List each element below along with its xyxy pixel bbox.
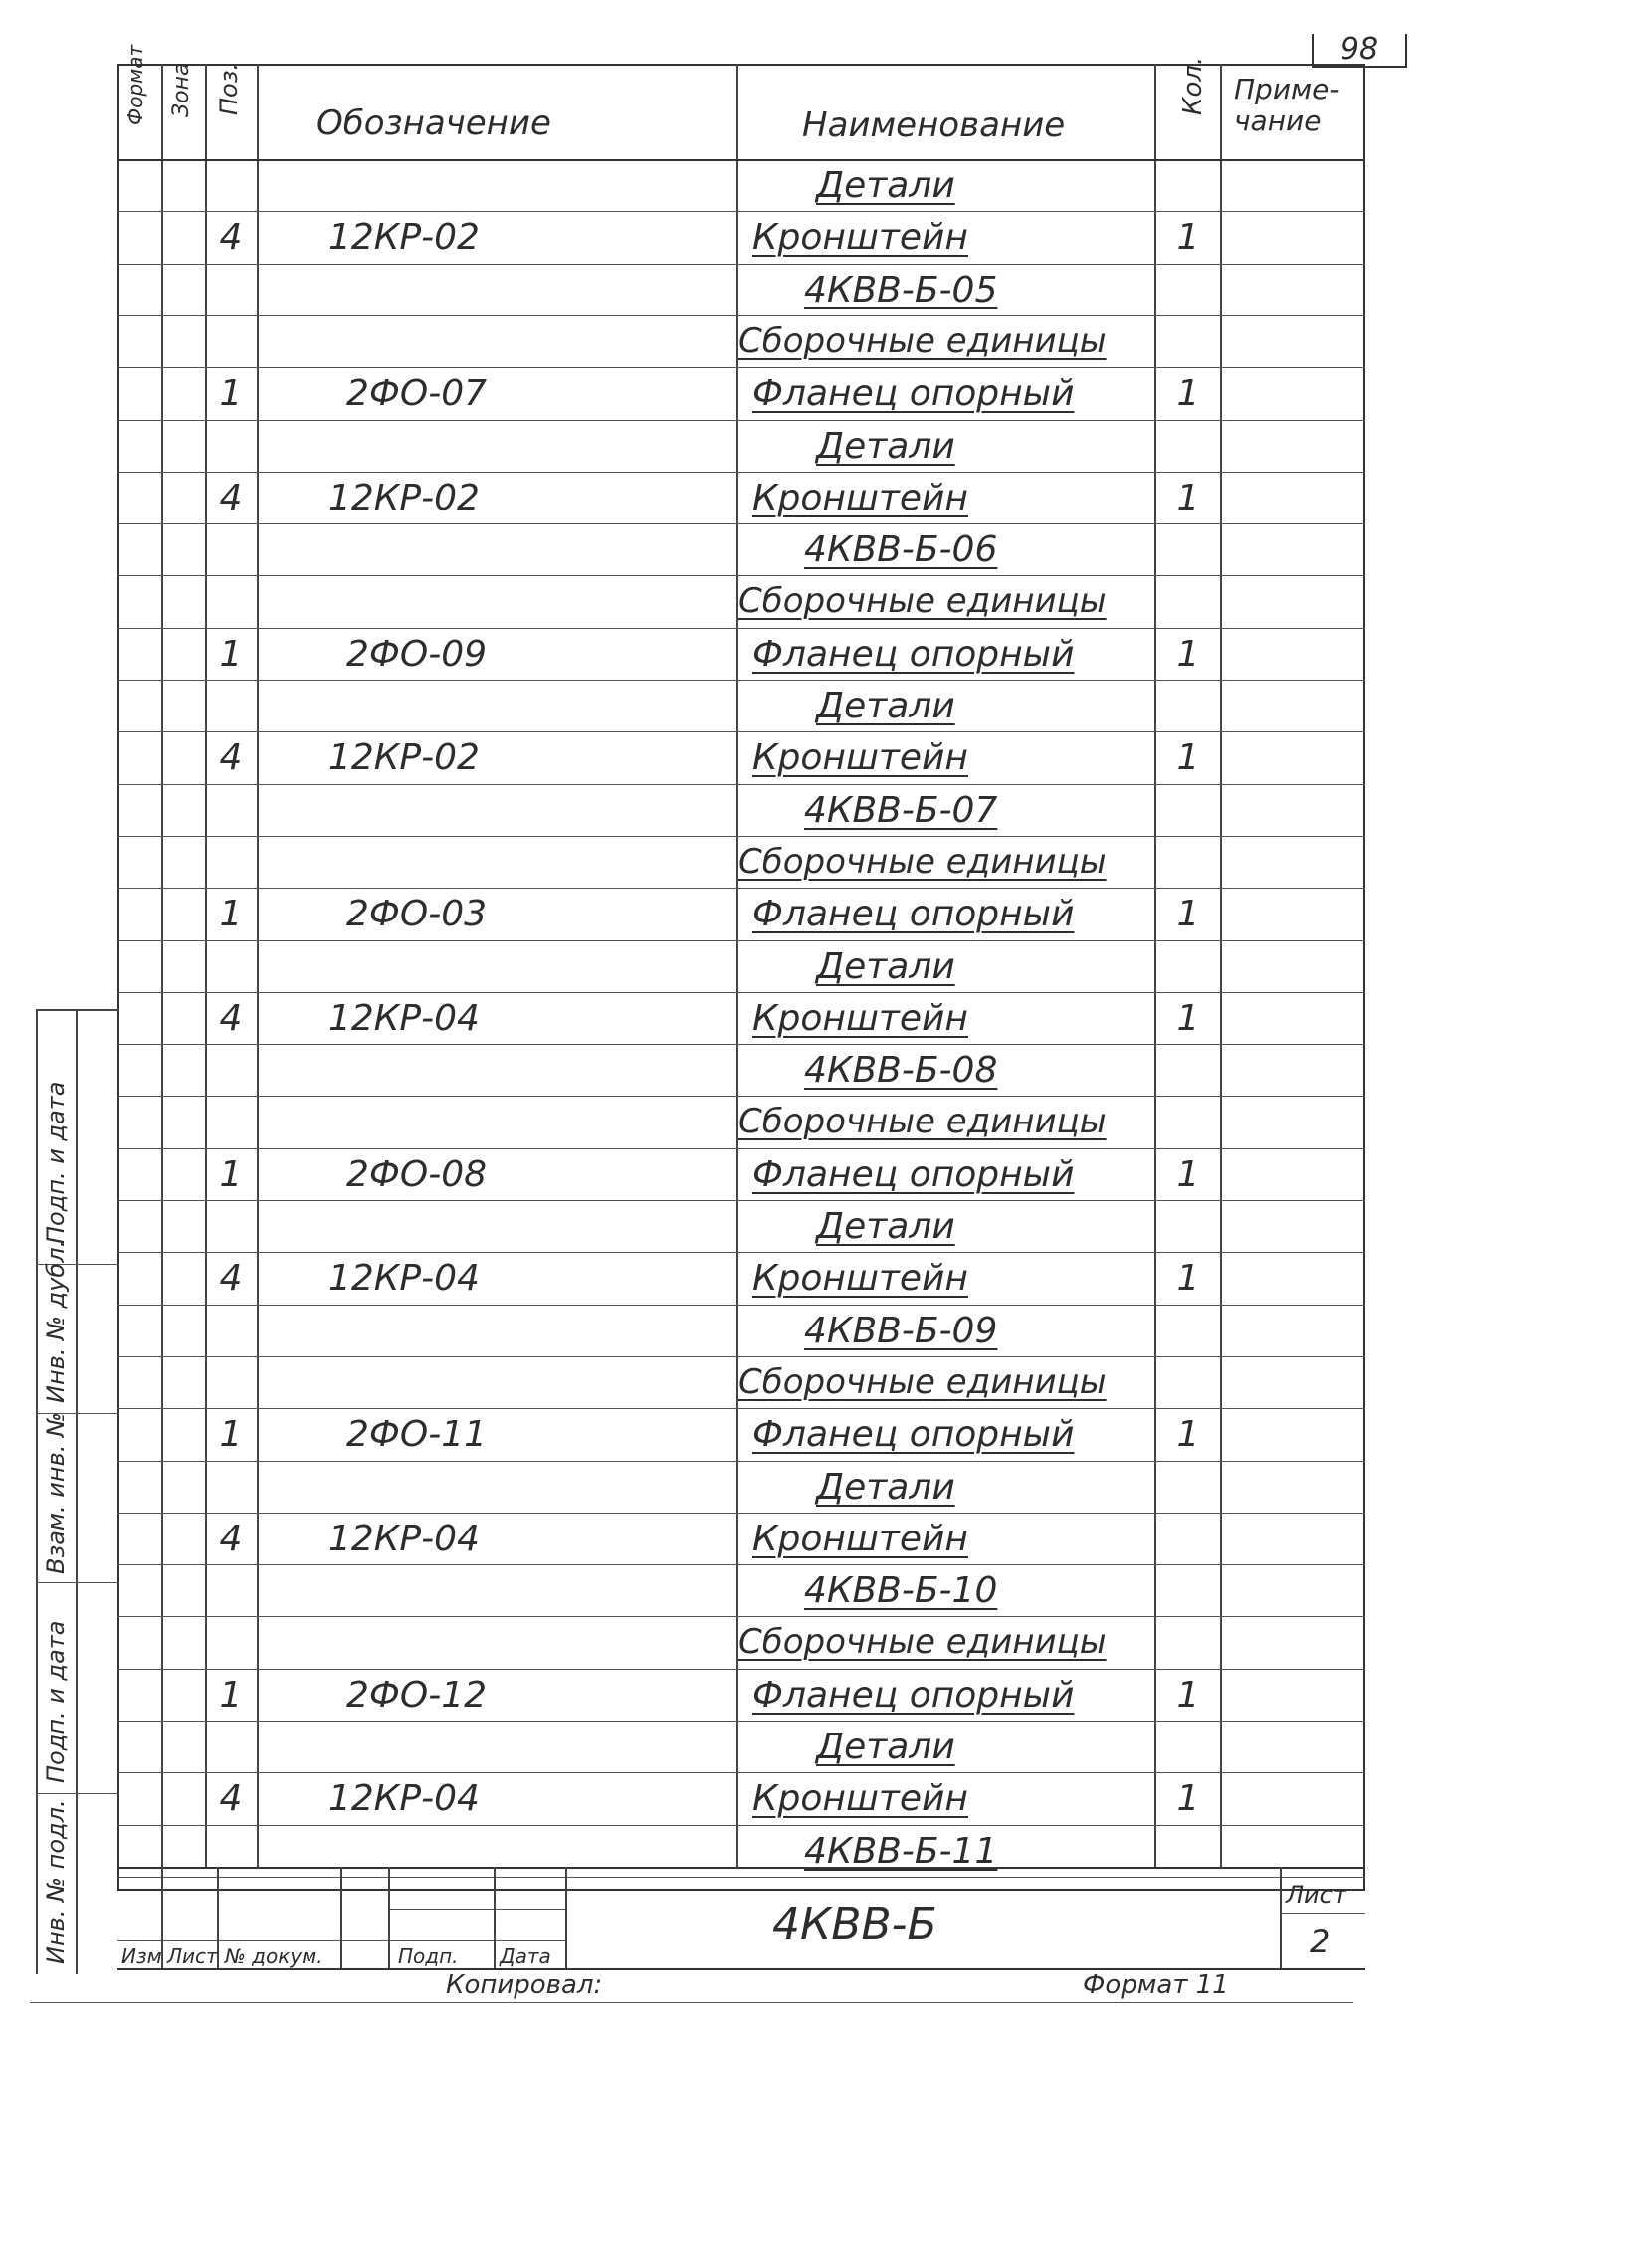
row-line	[117, 315, 1365, 316]
row-designation: 12КР-02	[328, 737, 480, 779]
row-qty: 1	[1176, 477, 1200, 518]
row-line	[117, 992, 1365, 993]
row-name: Кронштейн	[752, 1778, 968, 1820]
col-line-zone	[161, 64, 163, 1867]
row-name: Фланец опорный	[752, 1674, 1075, 1716]
row-name: Кронштейн	[752, 997, 968, 1039]
row-section-title: Сборочные единицы	[738, 841, 1107, 882]
row-name: Кронштейн	[752, 737, 968, 779]
header-designation: Обозначение	[316, 103, 551, 143]
row-designation: 2ФО-08	[346, 1153, 488, 1195]
row-assembly-code: 4КВВ-Б-11	[804, 1830, 998, 1872]
tb-col-3	[340, 1867, 342, 1968]
title-format: Формат 11	[1083, 1970, 1229, 2000]
header-zone: Зона	[169, 62, 194, 117]
title-col-date: Дата	[500, 1944, 551, 1968]
row-name: Фланец опорный	[752, 373, 1075, 415]
row-section-title: Детали	[816, 1466, 955, 1508]
row-pos: 4	[219, 1778, 243, 1820]
row-line	[117, 211, 1365, 212]
row-designation: 12КР-02	[328, 477, 480, 518]
title-sheet-label: Лист	[1286, 1881, 1346, 1909]
row-qty: 1	[1176, 894, 1200, 935]
row-line	[117, 575, 1365, 576]
row-pos: 1	[219, 1414, 243, 1456]
row-line	[117, 1408, 1365, 1409]
row-assembly-code: 4КВВ-Б-05	[804, 269, 998, 310]
header-divider	[117, 159, 1365, 161]
row-qty: 1	[1176, 1414, 1200, 1456]
tb-col-sheet	[1280, 1867, 1282, 1968]
row-qty: 1	[1176, 217, 1200, 259]
row-designation: 12КР-02	[328, 217, 480, 259]
row-line	[117, 680, 1365, 681]
row-designation: 12КР-04	[328, 997, 480, 1039]
row-qty: 1	[1176, 373, 1200, 415]
row-designation: 12КР-04	[328, 1258, 480, 1300]
row-line	[117, 628, 1365, 629]
row-line	[117, 784, 1365, 785]
row-line	[117, 420, 1365, 421]
row-name: Кронштейн	[752, 1258, 968, 1300]
row-line	[117, 1669, 1365, 1670]
side-label-inv-dup: Инв. № дубл.	[42, 1239, 70, 1403]
row-pos: 1	[219, 373, 243, 415]
title-col-sign: Подп.	[398, 1944, 459, 1968]
row-section-title: Детали	[816, 165, 955, 206]
row-pos: 4	[219, 997, 243, 1039]
row-qty: 1	[1176, 1258, 1200, 1300]
row-assembly-code: 4КВВ-Б-09	[804, 1310, 998, 1351]
row-qty: 1	[1176, 737, 1200, 779]
row-line	[117, 731, 1365, 732]
row-name: Фланец опорный	[752, 894, 1075, 935]
header-note: Приме- чание	[1234, 73, 1340, 137]
row-line	[117, 1772, 1365, 1773]
row-pos: 4	[219, 1518, 243, 1559]
row-line	[117, 1044, 1365, 1045]
row-pos: 1	[219, 633, 243, 675]
tb-col-6	[565, 1867, 567, 1968]
page-bottom-rule	[30, 2002, 1353, 2003]
title-block-top	[117, 1867, 1365, 1869]
row-section-title: Детали	[816, 686, 955, 726]
tb-col-4	[388, 1867, 390, 1968]
side-label-sign-date-2: Подп. и дата	[42, 1620, 70, 1783]
row-pos: 1	[219, 1674, 243, 1716]
side-sep-3	[36, 1582, 119, 1583]
row-line	[117, 836, 1365, 837]
row-qty: 1	[1176, 633, 1200, 675]
row-line	[117, 1461, 1365, 1462]
row-section-title: Детали	[816, 945, 955, 987]
row-designation: 2ФО-09	[346, 633, 488, 675]
row-qty: 1	[1176, 1778, 1200, 1820]
row-section-title: Сборочные единицы	[738, 581, 1107, 622]
side-label-replace-inv: Взам. инв. №	[42, 1412, 70, 1574]
row-designation: 2ФО-07	[346, 373, 488, 415]
row-section-title: Сборочные единицы	[738, 1361, 1107, 1402]
row-section-title: Сборочные единицы	[738, 320, 1107, 361]
tb-col-5	[494, 1867, 496, 1968]
row-designation: 12КР-04	[328, 1518, 480, 1559]
row-section-title: Сборочные единицы	[738, 1102, 1107, 1142]
header-pos: Поз.	[215, 62, 243, 115]
header-format: Формат	[123, 44, 147, 125]
side-margin-divider	[76, 1009, 78, 1974]
row-line	[117, 1877, 1365, 1878]
row-pos: 1	[219, 1153, 243, 1195]
row-name: Кронштейн	[752, 1518, 968, 1559]
title-col-change: Изм	[121, 1944, 162, 1968]
row-line	[117, 472, 1365, 473]
title-sheet-number: 2	[1310, 1923, 1331, 1960]
row-section-title: Детали	[816, 1727, 955, 1767]
row-section-title: Детали	[816, 425, 955, 467]
row-pos: 4	[219, 737, 243, 779]
row-line	[117, 1148, 1365, 1149]
row-line	[117, 1096, 1365, 1097]
title-col-sheet: Лист	[167, 1944, 218, 1968]
row-line	[117, 1305, 1365, 1306]
side-label-sign-date-1: Подп. и дата	[42, 1081, 70, 1244]
row-line	[117, 367, 1365, 368]
row-pos: 4	[219, 217, 243, 259]
row-qty: 1	[1176, 1153, 1200, 1195]
row-line	[117, 1356, 1365, 1357]
row-line	[117, 1616, 1365, 1617]
title-copied: Копировал:	[446, 1970, 603, 2000]
row-designation: 2ФО-12	[346, 1674, 488, 1716]
row-line	[117, 1200, 1365, 1201]
row-designation: 2ФО-03	[346, 894, 488, 935]
row-name: Фланец опорный	[752, 633, 1075, 675]
row-assembly-code: 4КВВ-Б-10	[804, 1570, 998, 1612]
row-assembly-code: 4КВВ-Б-08	[804, 1050, 998, 1092]
row-line	[117, 1825, 1365, 1826]
col-line-pos	[205, 64, 207, 1867]
row-name: Фланец опорный	[752, 1153, 1075, 1195]
row-line	[117, 1513, 1365, 1514]
row-line	[117, 264, 1365, 265]
side-label-inv-orig: Инв. № подл.	[42, 1799, 70, 1964]
row-qty: 1	[1176, 997, 1200, 1039]
title-col-doc: № докум.	[225, 1944, 323, 1968]
page-number: 98	[1312, 34, 1407, 68]
row-designation: 2ФО-11	[346, 1414, 488, 1456]
header-qty: Кол.	[1178, 56, 1208, 115]
row-line	[117, 1721, 1365, 1722]
col-line-qty	[1154, 64, 1156, 1867]
row-line	[117, 888, 1365, 889]
title-block-mid-row	[388, 1909, 565, 1910]
row-line	[117, 1252, 1365, 1253]
row-name: Кронштейн	[752, 477, 968, 518]
row-assembly-code: 4КВВ-Б-07	[804, 789, 998, 831]
tb-sheet-divider	[1280, 1913, 1365, 1914]
row-name: Кронштейн	[752, 217, 968, 259]
title-doc-code: 4КВВ-Б	[772, 1899, 937, 1949]
row-section-title: Сборочные единицы	[738, 1622, 1107, 1663]
col-line-designation	[257, 64, 259, 1867]
col-line-note	[1220, 64, 1222, 1867]
row-line	[117, 940, 1365, 941]
row-section-title: Детали	[816, 1206, 955, 1247]
side-sep-4	[36, 1793, 119, 1794]
row-pos: 4	[219, 477, 243, 518]
row-line	[117, 523, 1365, 524]
row-name: Фланец опорный	[752, 1414, 1075, 1456]
row-assembly-code: 4КВВ-Б-06	[804, 529, 998, 571]
row-qty: 1	[1176, 1674, 1200, 1716]
row-designation: 12КР-04	[328, 1778, 480, 1820]
header-name: Наименование	[802, 105, 1066, 145]
row-pos: 1	[219, 894, 243, 935]
row-line	[117, 1564, 1365, 1565]
row-pos: 4	[219, 1258, 243, 1300]
